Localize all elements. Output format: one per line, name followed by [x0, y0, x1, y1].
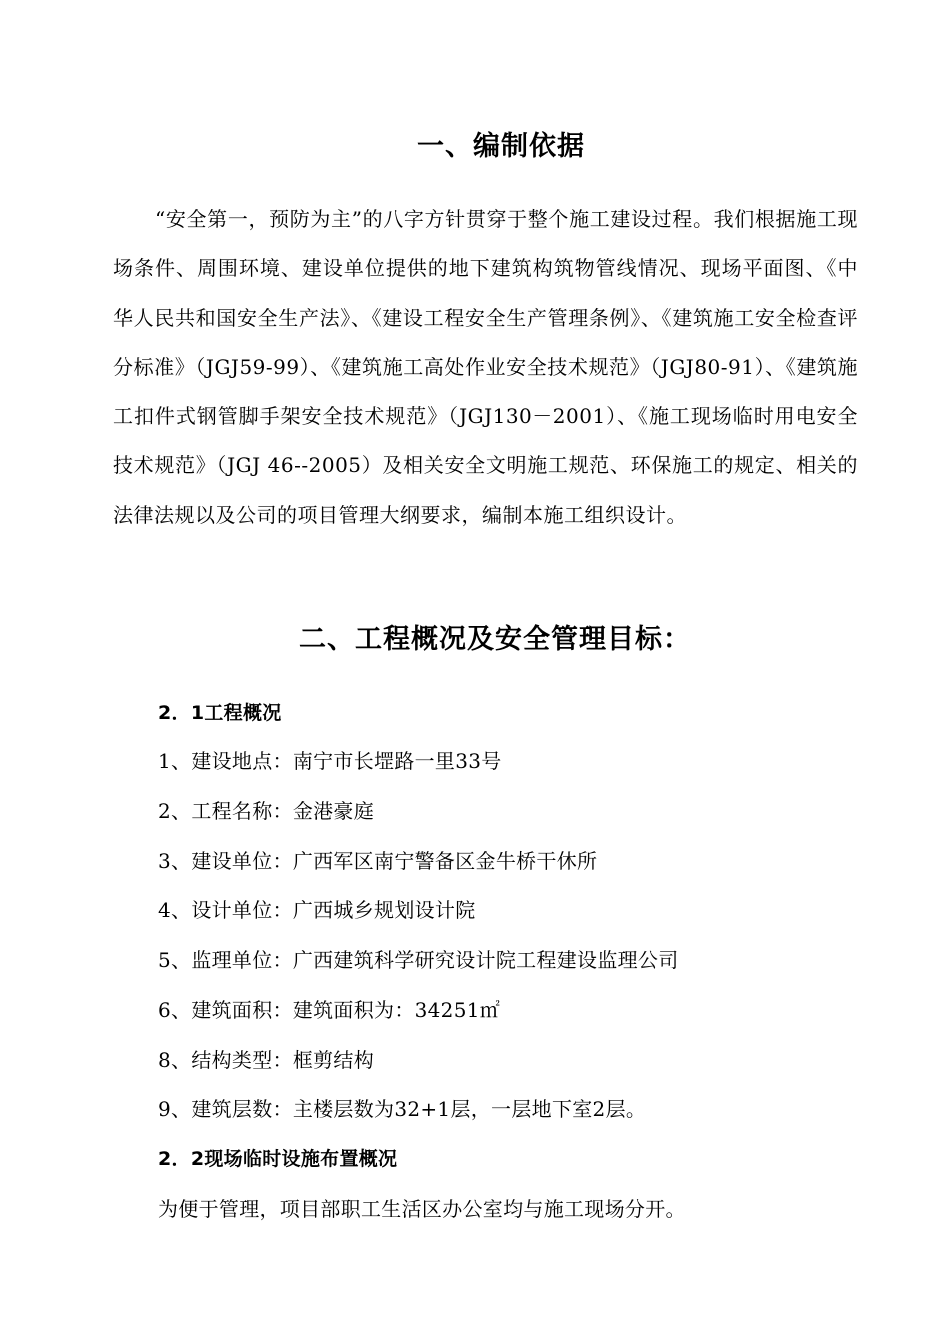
- overview-item-structure-type: 8、结构类型：框剪结构: [158, 1048, 375, 1072]
- overview-item-client: 3、建设单位：广西军区南宁警备区金牛桥干休所: [158, 849, 598, 873]
- overview-item-floor-area: 6、建筑面积：建筑面积为：34251㎡: [158, 998, 501, 1022]
- compilation-basis-paragraph: “安全第一，预防为主”的八字方针贯穿于整个施工建设过程。我们根据施工现场条件、周围环境、建设单位提供的地下建筑构筑物管线情况、现场平面图、《中华人民共和国安全生产法》、《建设工程安全生产管理条例》、《建筑施工安全检查评分标准》（JGJ59-99）、《建筑施工高处作业安全技术规范》（JGJ80-91）、《建筑施工扣件式钢管脚手架安全技术规范》（JGJ130－2001）、《施工现场临时用电安全技术规范》（JGJ 46--2005）及相关安全文明施工规范、环保施工的规定、相关的法律法规以及公司的项目管理大纲要求，编制本施工组织设计。: [113, 207, 858, 527]
- overview-item-floor-count: 9、建筑层数：主楼层数为32+1层，一层地下室2层。: [158, 1097, 647, 1121]
- temporary-facilities-paragraph: 为便于管理，项目部职工生活区办公室均与施工现场分开。: [158, 1197, 686, 1221]
- subsection-heading-temporary-facilities: 2．2现场临时设施布置概况: [158, 1148, 398, 1170]
- overview-item-project-name: 2、工程名称：金港豪庭: [158, 799, 375, 823]
- section-heading-project-overview: 二、工程概况及安全管理目标：: [299, 624, 691, 655]
- overview-item-supervisor: 5、监理单位：广西建筑科学研究设计院工程建设监理公司: [158, 948, 679, 972]
- section-heading-compilation-basis: 一、编制依据: [417, 131, 585, 162]
- overview-item-location: 1、建设地点：南宁市长堽路一里33号: [158, 749, 502, 773]
- overview-item-designer: 4、设计单位：广西城乡规划设计院: [158, 898, 476, 922]
- subsection-heading-project-overview: 2．1工程概况: [158, 702, 282, 724]
